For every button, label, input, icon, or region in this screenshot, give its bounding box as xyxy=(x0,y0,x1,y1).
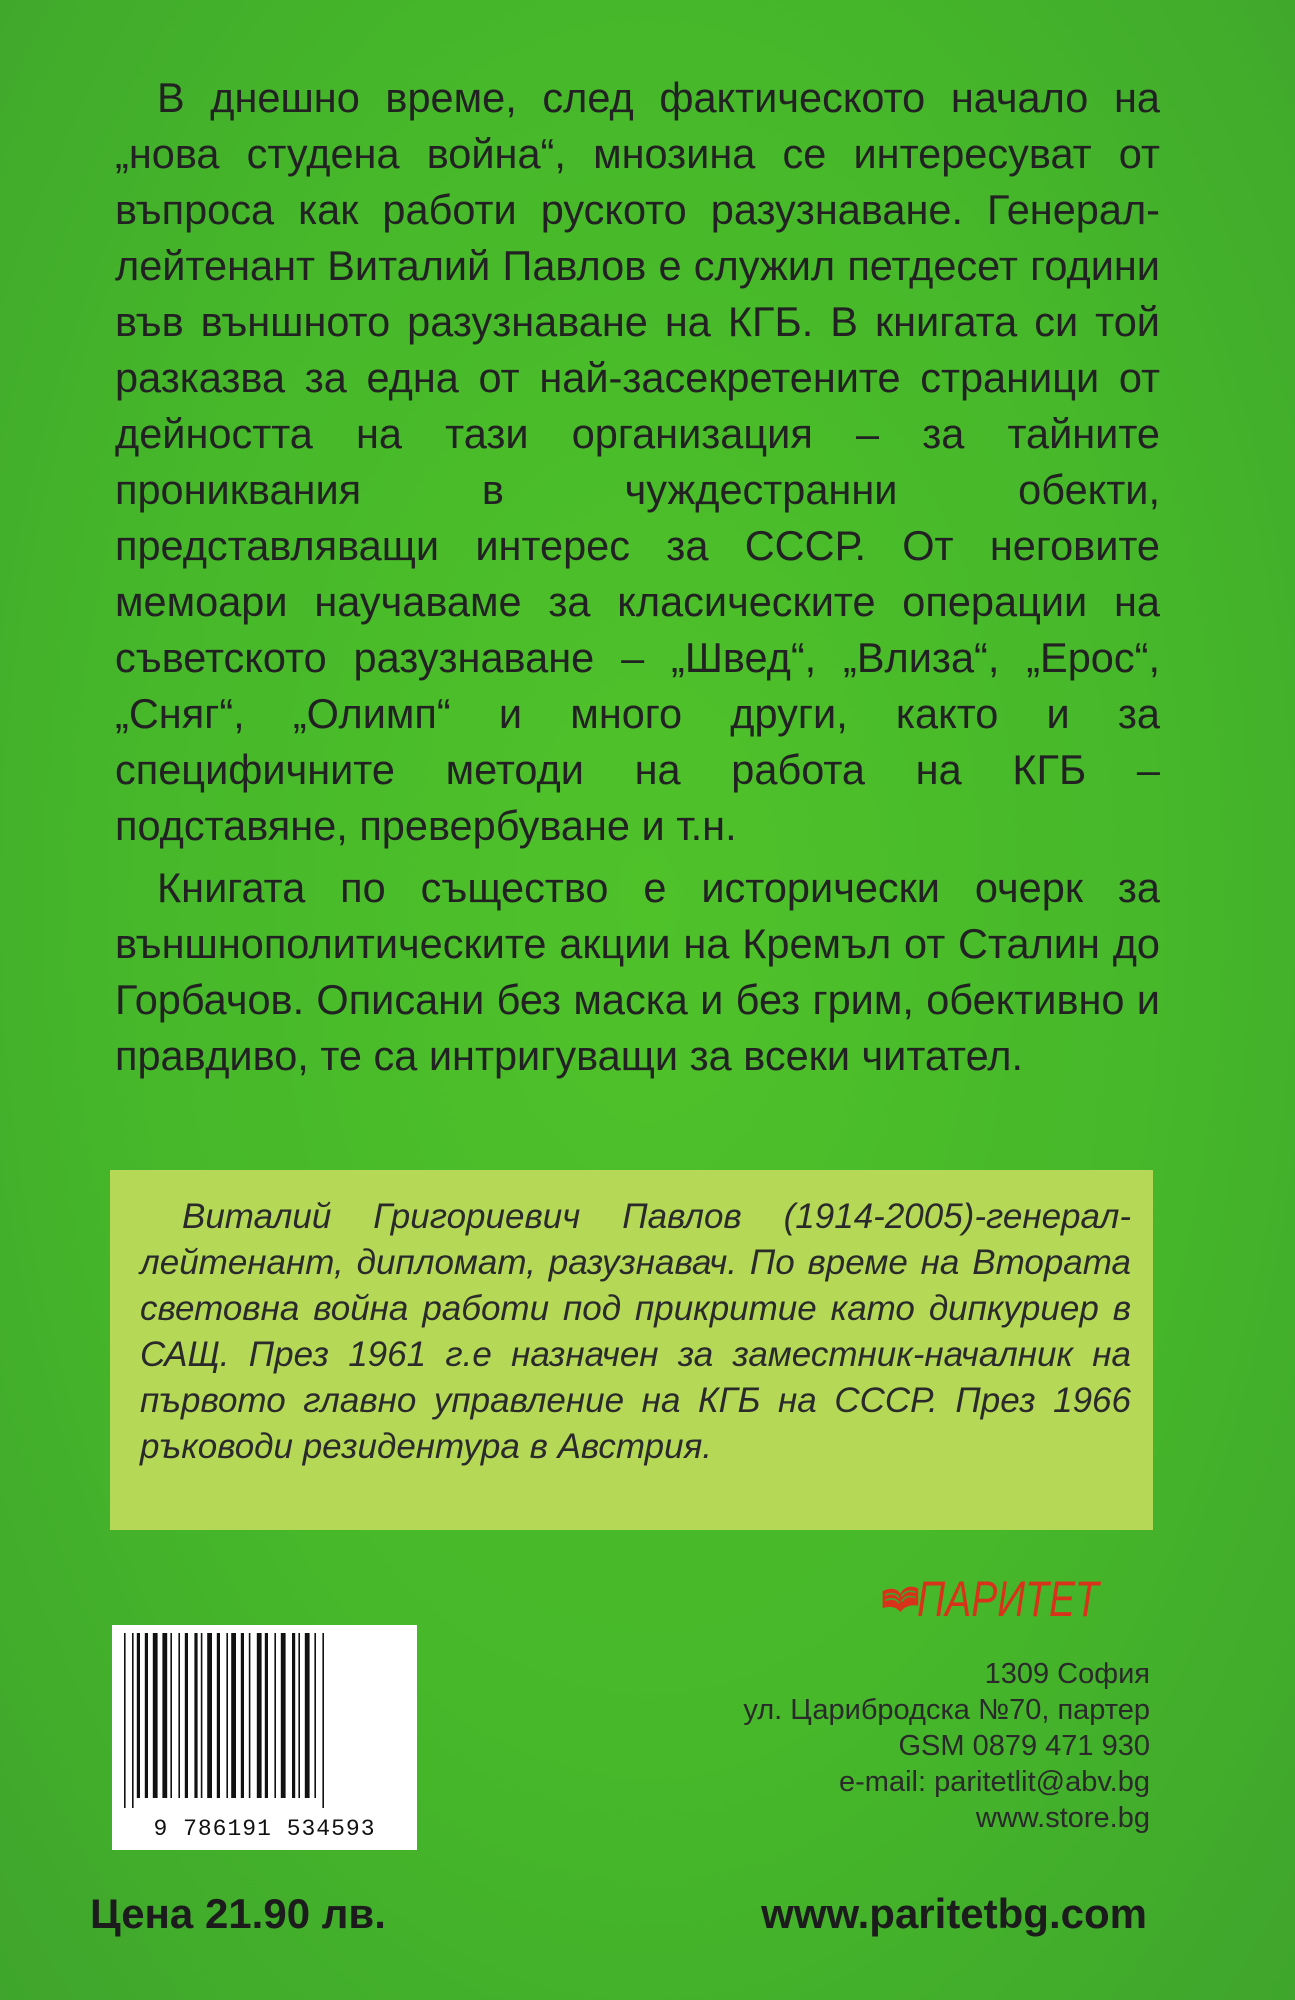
publisher-name: ПАРИТЕТ xyxy=(916,1571,1099,1627)
price-label: Цена 21.90 лв. xyxy=(90,1890,386,1937)
barcode-bar xyxy=(292,1633,295,1798)
barcode-bar xyxy=(226,1633,228,1798)
barcode-bar xyxy=(314,1633,316,1798)
address-line: 1309 София xyxy=(984,1658,1150,1690)
isbn-barcode xyxy=(112,1625,417,1850)
publisher-address xyxy=(743,1656,1150,1836)
blurb-paragraph-2: Книгата по същество е исторически очерк за външнополитическите акции на Кремъл от Сталин до Горбачов. Описани без маска и без грим, обективно и правдиво, те са интригуващи за всеки читател. xyxy=(115,864,1160,1079)
barcode-bar xyxy=(257,1633,262,1798)
barcode-bar xyxy=(124,1633,126,1808)
publisher-website: www.paritetbg.com xyxy=(761,1890,1147,1937)
barcode-bar xyxy=(162,1633,167,1798)
blurb xyxy=(115,70,1160,1084)
barcode-digits: 9 786191 534593 xyxy=(153,1816,376,1842)
barcode-bar xyxy=(170,1633,172,1798)
barcode-bar xyxy=(132,1633,134,1808)
barcode-bar xyxy=(322,1633,324,1808)
barcode-bar xyxy=(217,1633,220,1798)
barcode-bar xyxy=(194,1633,197,1798)
barcode-bar xyxy=(298,1633,300,1798)
barcode-bar xyxy=(178,1633,180,1798)
barcode-bar xyxy=(274,1633,276,1798)
barcode-bar xyxy=(265,1633,268,1798)
barcode-bar xyxy=(137,1633,140,1798)
barcode-bar xyxy=(185,1633,188,1798)
address-line: GSM 0879 471 930 xyxy=(898,1730,1150,1762)
barcode-bar xyxy=(231,1633,236,1798)
barcode-bar xyxy=(305,1633,310,1798)
barcode-bar xyxy=(249,1633,251,1798)
barcode-bar xyxy=(241,1633,244,1798)
author-bio-text: Виталий Григориевич Павлов (1914-2005)-генерал-лейтенант, дипломат, разузнавач. По време на Втората световна война работи под прикритие като дипкуриер в САЩ. През 1961 г.е назначен за заместник-началник на първото главно управление на КГБ на СССР. През 1966 ръководи резидентура в Австрия. xyxy=(140,1197,1131,1466)
address-line: e-mail: paritetlit@abv.bg xyxy=(839,1766,1150,1798)
barcode-bar xyxy=(153,1633,158,1798)
barcode-bar xyxy=(145,1633,148,1798)
open-book-icon xyxy=(880,1573,921,1625)
barcode-bars xyxy=(120,1633,409,1808)
barcode-bar xyxy=(281,1633,286,1798)
barcode-bar xyxy=(207,1633,212,1798)
address-line: www.store.bg xyxy=(975,1802,1150,1834)
author-bio-box xyxy=(110,1170,1153,1530)
address-line: ул. Царибродска №70, партер xyxy=(743,1694,1150,1726)
barcode-bar xyxy=(201,1633,203,1798)
blurb-paragraph-1: В днешно време, след фактическото начало на „нова студена война“, мнозина се интересуват от въпроса как работи руското разузнаване. Генерал-лейтенант Виталий Павлов е служил петдесет години във външното разузнаване на КГБ. В книгата си той разказва за една от най-засекретените страници от дейността на тази организация – за тайните прониквания в чуждестранни обекти, представляващи интерес за СССР. От неговите мемоари научаваме за класическите операции на съветското разузнаване – „Швед“, „Влиза“, „Ерос“, „Сняг“, „Олимп“ и много други, както и за специфичните методи на работа на КГБ – подставяне, превербуване и т.н. xyxy=(115,74,1160,849)
publisher-logo xyxy=(880,1568,1150,1630)
